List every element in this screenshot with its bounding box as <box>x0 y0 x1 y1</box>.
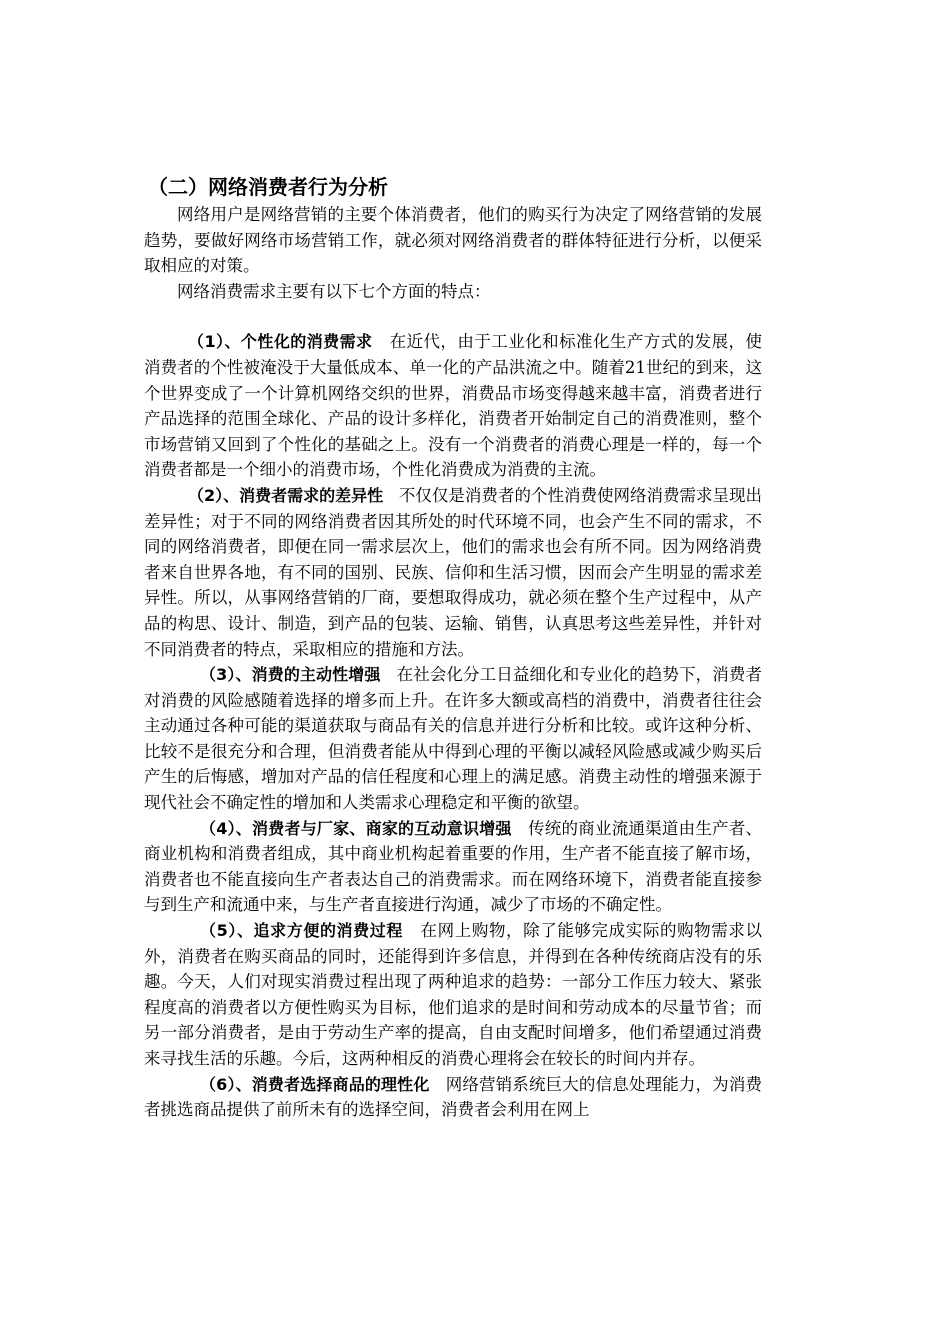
section-title: （二）网络消费者行为分析 <box>148 175 388 199</box>
feature-text: 不仅仅是消费者的个性消费使网络消费需求呈现出差异性；对于不同的网络消费者因其所处的时代环境不同，也会产生不同的需求，不同的网络消费者，即便在同一需求层次上，他们的需求也会有所不同。因为网络消费者来自世界各地，有不同的国别、民族、信仰和生活习惯，因而会产生明显的需求差异性。所以，从事网络营销的厂商，要想取得成功，就必须在整个生产过程中，从产品的构思、设计、制造，到产品的包装、运输、销售，认真思考这些差异性，并针对不同消费者的特点，采取相应的措施和方法。 <box>144 485 762 659</box>
feature-paragraph <box>144 483 762 662</box>
feature-heading: （4）、消费者与厂家、商家的互动意识增强 <box>200 818 512 838</box>
feature-text: 在近代，由于工业化和标准化生产方式的发展，使消费者的个性被淹没于大量低成本、单一化的产品洪流之中。随着21世纪的到来，这个世界变成了一个计算机网络交织的世界，消费品市场变得越来越丰富，消费者进行产品选择的范围全球化、产品的设计多样化，消费者开始制定自己的消费准则，整个市场营销又回到了个性化的基础之上。没有一个消费者的消费心理是一样的，每一个消费者都是一个细小的消费市场，个性化消费成为消费的主流。 <box>144 332 762 480</box>
intro-paragraph: 网络消费需求主要有以下七个方面的特点： <box>177 281 491 301</box>
blank-line <box>144 304 762 329</box>
feature-paragraph <box>144 918 762 1072</box>
feature-heading: （6）、消费者选择商品的理性化 <box>200 1074 430 1094</box>
feature-heading: （1）、个性化的消费需求 <box>188 332 373 352</box>
feature-text: 传统的商业流通渠道由生产者、商业机构和消费者组成，其中商业机构起着重要的作用，生产者不能直接了解市场，消费者也不能直接向生产者表达自己的消费需求。而在网络环境下，消费者能直接参与到生产和流通中来，与生产者直接进行沟通，减少了市场的不确定性。 <box>144 818 762 915</box>
feature-text: 在社会化分工日益细化和专业化的趋势下，消费者对消费的风险感随着选择的增多而上升。在许多大额或高档的消费中，消费者往往会主动通过各种可能的渠道获取与商品有关的信息并进行分析和比较。或许这种分析、比较不是很充分和合理，但消费者能从中得到心理的平衡以减轻风险感或减少购买后产生的后悔感，增加对产品的信任程度和心理上的满足感。消费主动性的增强来源于现代社会不确定性的增加和人类需求心理稳定和平衡的欲望。 <box>144 665 762 813</box>
feature-heading: （2）、消费者需求的差异性 <box>188 485 384 505</box>
document-body <box>144 172 762 1123</box>
feature-text: 网络营销系统巨大的信息处理能力，为消费者挑选商品提供了前所未有的选择空间，消费者会利用在网上 <box>144 1074 762 1120</box>
intro-paragraph: 网络用户是网络营销的主要个体消费者，他们的购买行为决定了网络营销的发展趋势，要做好网络市场营销工作，就必须对网络消费者的群体特征进行分析，以便采取相应的对策。 <box>144 205 762 276</box>
feature-heading: （3）、消费的主动性增强 <box>200 665 381 685</box>
feature-heading: （5）、追求方便的消费过程 <box>200 921 403 941</box>
feature-paragraph <box>144 662 762 816</box>
feature-paragraph <box>144 1072 762 1123</box>
feature-paragraph <box>144 329 762 483</box>
feature-paragraph <box>144 816 762 918</box>
feature-text: 在网上购物，除了能够完成实际的购物需求以外，消费者在购买商品的同时，还能得到许多信息，并得到在各种传统商店没有的乐趣。今天，人们对现实消费过程出现了两种追求的趋势：一部分工作压力较大、紧张程度高的消费者以方便性购买为目标，他们追求的是时间和劳动成本的尽量节省；而另一部分消费者，是由于劳动生产率的提高，自由支配时间增多，他们希望通过消费来寻找生活的乐趣。今后，这两种相反的消费心理将会在较长的时间内并存。 <box>144 921 762 1068</box>
